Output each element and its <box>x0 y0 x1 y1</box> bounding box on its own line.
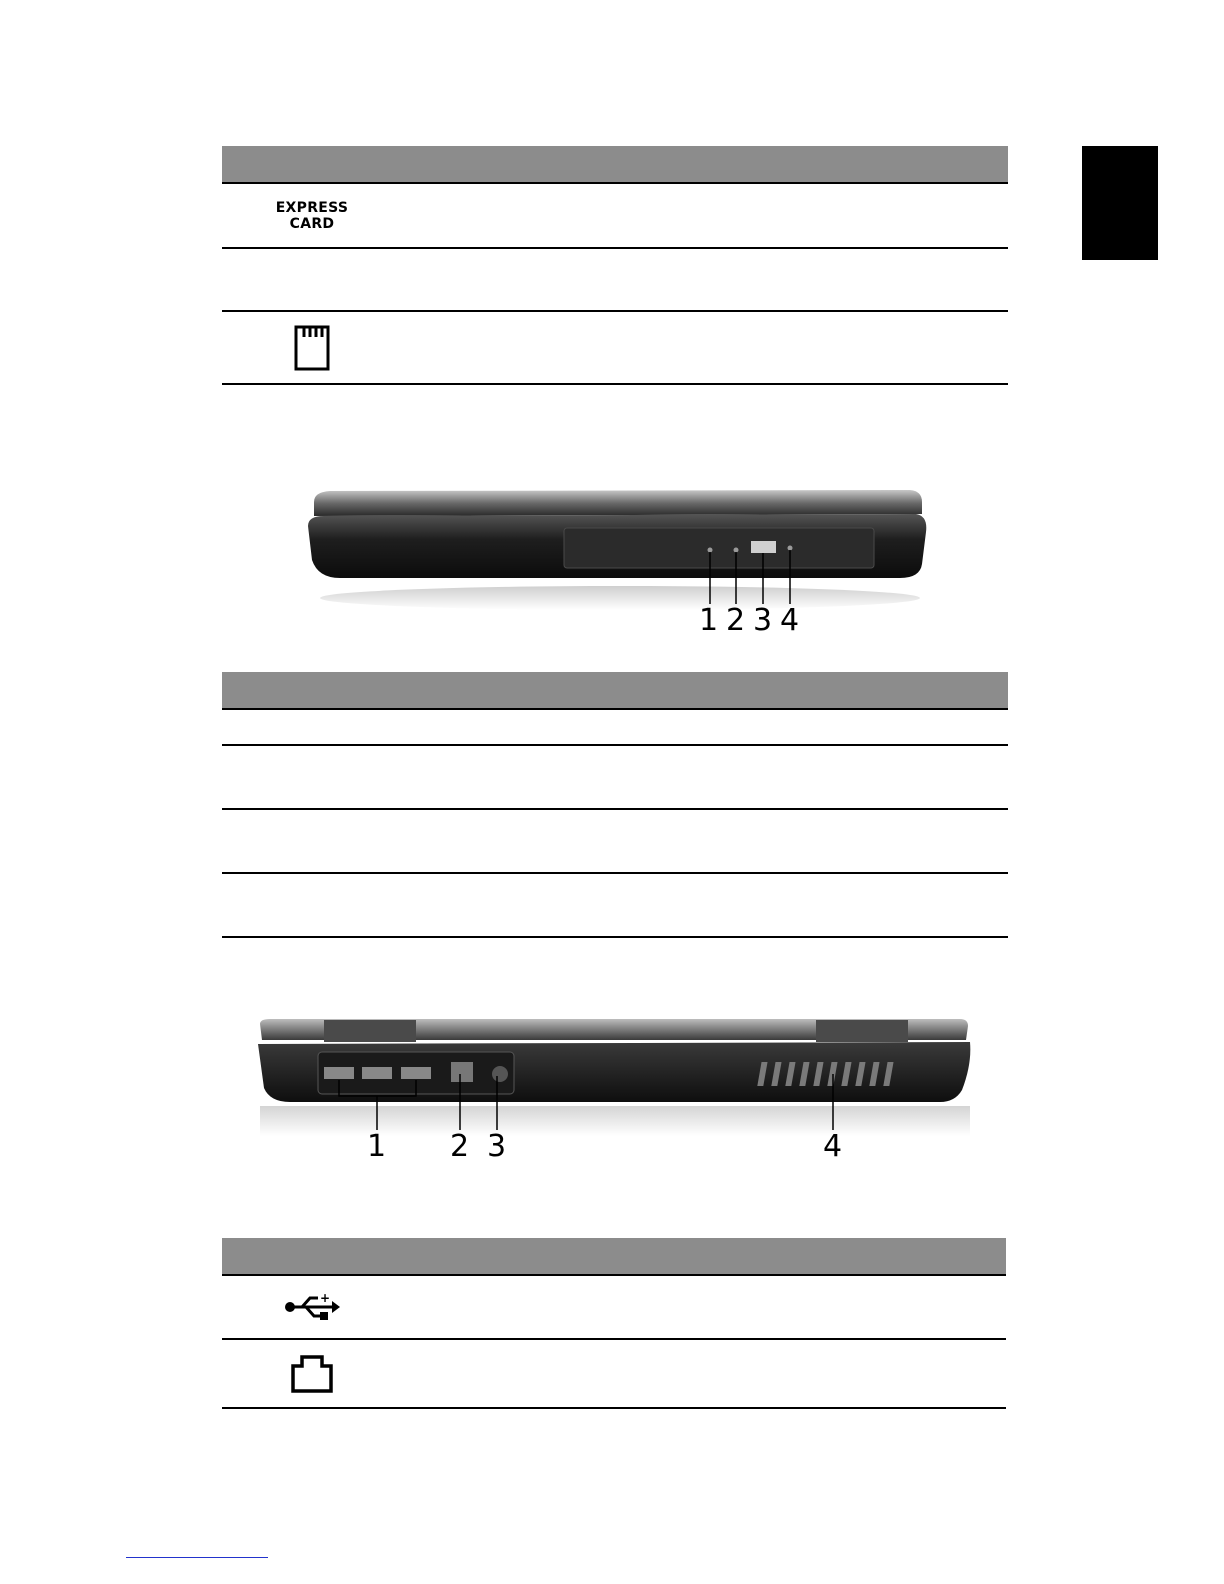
callout-4: 4 <box>823 1129 843 1164</box>
callout-2: 2 <box>726 603 746 638</box>
callout-3: 3 <box>753 603 773 638</box>
rear-table <box>222 1238 1006 1409</box>
table-row <box>222 710 1008 746</box>
express-card-icon-line1: EXPRESS <box>275 199 349 216</box>
callout-2: 2 <box>450 1129 470 1164</box>
table-row <box>222 312 1008 385</box>
table-row <box>222 249 1008 312</box>
table-row <box>222 810 1008 874</box>
table-header <box>222 672 1008 710</box>
callout-1: 1 <box>367 1129 387 1164</box>
table-row <box>222 1340 1006 1409</box>
callout-4: 4 <box>780 603 800 638</box>
table-header <box>222 146 1008 184</box>
laptop-rear-photo <box>250 1014 980 1148</box>
chapter-tab <box>1082 146 1158 260</box>
express-card-icon <box>262 184 362 247</box>
left-side-table <box>222 146 1008 385</box>
callout-1: 1 <box>699 603 719 638</box>
ethernet-port-icon <box>262 1340 362 1407</box>
table-row <box>222 184 1008 249</box>
sd-card-icon <box>262 312 362 383</box>
table-row <box>222 746 1008 810</box>
table-row <box>222 874 1008 938</box>
table-row <box>222 1276 1006 1340</box>
footer-rule <box>126 1557 268 1558</box>
usb-icon <box>262 1276 362 1338</box>
express-card-icon-line2: CARD <box>289 215 335 232</box>
laptop-right-side-photo <box>300 480 940 624</box>
svg-text:+: + <box>320 1292 331 1305</box>
right-side-table <box>222 672 1008 938</box>
callout-3: 3 <box>487 1129 507 1164</box>
table-header <box>222 1238 1006 1276</box>
